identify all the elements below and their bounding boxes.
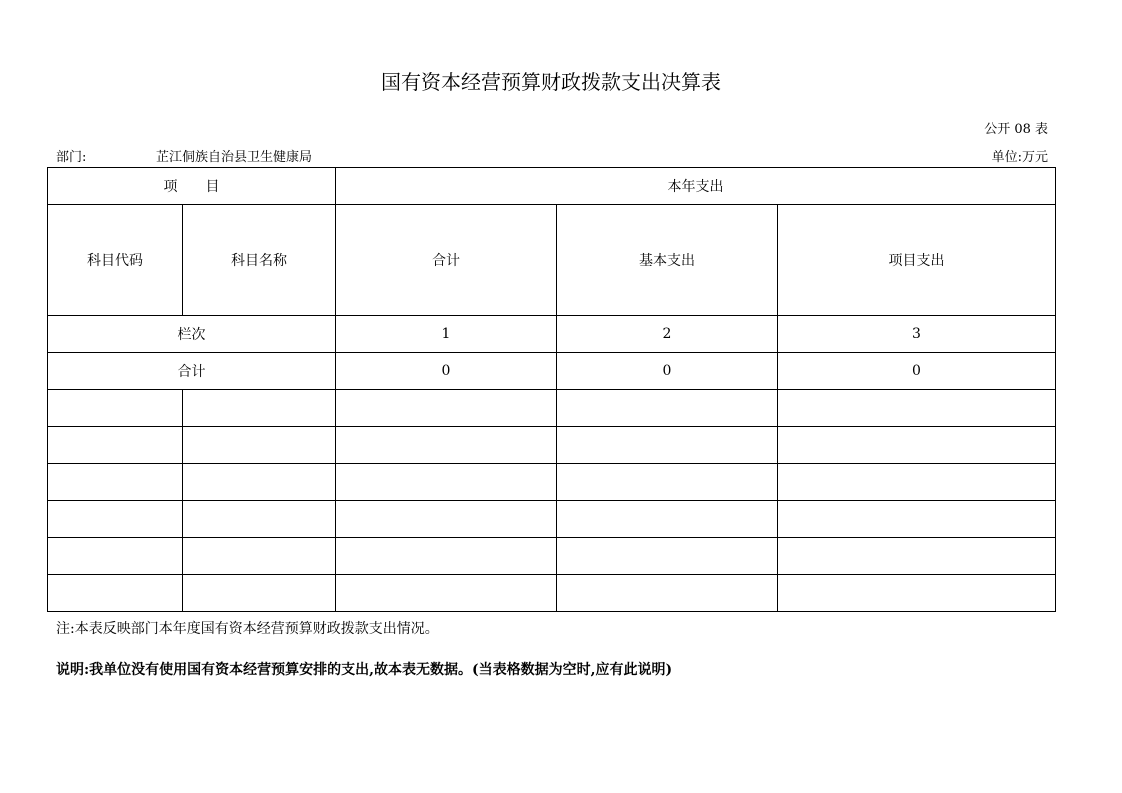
table-cell — [557, 464, 778, 501]
table-row — [48, 427, 1056, 464]
table-cell — [183, 501, 336, 538]
col-header-basic: 基本支出 — [557, 205, 778, 316]
page-title: 国有资本经营预算财政拨款支出决算表 — [381, 70, 721, 94]
column-number-row — [48, 316, 1056, 353]
table-row — [48, 390, 1056, 427]
table-cell — [778, 464, 1056, 501]
unit-label: 单位:万元 — [991, 150, 1048, 165]
col-header-project: 项目支出 — [778, 205, 1056, 316]
table-cell — [336, 464, 557, 501]
table-cell — [557, 390, 778, 427]
table-cell — [557, 538, 778, 575]
sum-project: 0 — [778, 353, 1056, 390]
table-cell — [778, 575, 1056, 612]
table-cell — [778, 390, 1056, 427]
col-header-name: 科目名称 — [183, 205, 336, 316]
table-cell — [183, 575, 336, 612]
table-cell — [336, 501, 557, 538]
table-cell — [48, 501, 183, 538]
table-cell — [48, 464, 183, 501]
column-number-basic: 2 — [557, 316, 778, 353]
table-cell — [183, 538, 336, 575]
table-cell — [557, 427, 778, 464]
col-header-code: 科目代码 — [48, 205, 183, 316]
sum-label: 合计 — [48, 353, 336, 390]
table-row — [48, 501, 1056, 538]
table-cell — [336, 427, 557, 464]
table-cell — [557, 501, 778, 538]
col-header-total: 合计 — [336, 205, 557, 316]
table-cell — [778, 501, 1056, 538]
expenditure-table — [47, 167, 1056, 612]
sum-total: 0 — [336, 353, 557, 390]
header-project: 项 目 — [48, 168, 336, 205]
table-cell — [778, 427, 1056, 464]
header-row-top — [48, 168, 1056, 205]
table-row — [48, 464, 1056, 501]
table-cell — [48, 427, 183, 464]
department-value: 芷江侗族自治县卫生健康局 — [156, 150, 313, 165]
table-cell — [183, 390, 336, 427]
table-cell — [183, 427, 336, 464]
department-label: 部门: — [56, 150, 87, 165]
table-cell — [336, 538, 557, 575]
column-number-project: 3 — [778, 316, 1056, 353]
table-cell — [48, 575, 183, 612]
table-cell — [778, 538, 1056, 575]
table-cell — [48, 390, 183, 427]
column-number-total: 1 — [336, 316, 557, 353]
table-cell — [336, 575, 557, 612]
header-row-columns — [48, 205, 1056, 316]
form-number: 公开 08 表 — [984, 122, 1048, 137]
table-row — [48, 538, 1056, 575]
sum-basic: 0 — [557, 353, 778, 390]
table-cell — [48, 538, 183, 575]
table-cell — [183, 464, 336, 501]
table-note: 注:本表反映部门本年度国有资本经营预算财政拨款支出情况。 — [56, 621, 439, 637]
table-cell — [557, 575, 778, 612]
sum-row — [48, 353, 1056, 390]
header-current-year: 本年支出 — [336, 168, 1056, 205]
column-number-label: 栏次 — [48, 316, 336, 353]
explanation-text: 说明:我单位没有使用国有资本经营预算安排的支出,故本表无数据。(当表格数据为空时,应有此说明) — [56, 662, 673, 678]
table-cell — [336, 390, 557, 427]
table-row — [48, 575, 1056, 612]
